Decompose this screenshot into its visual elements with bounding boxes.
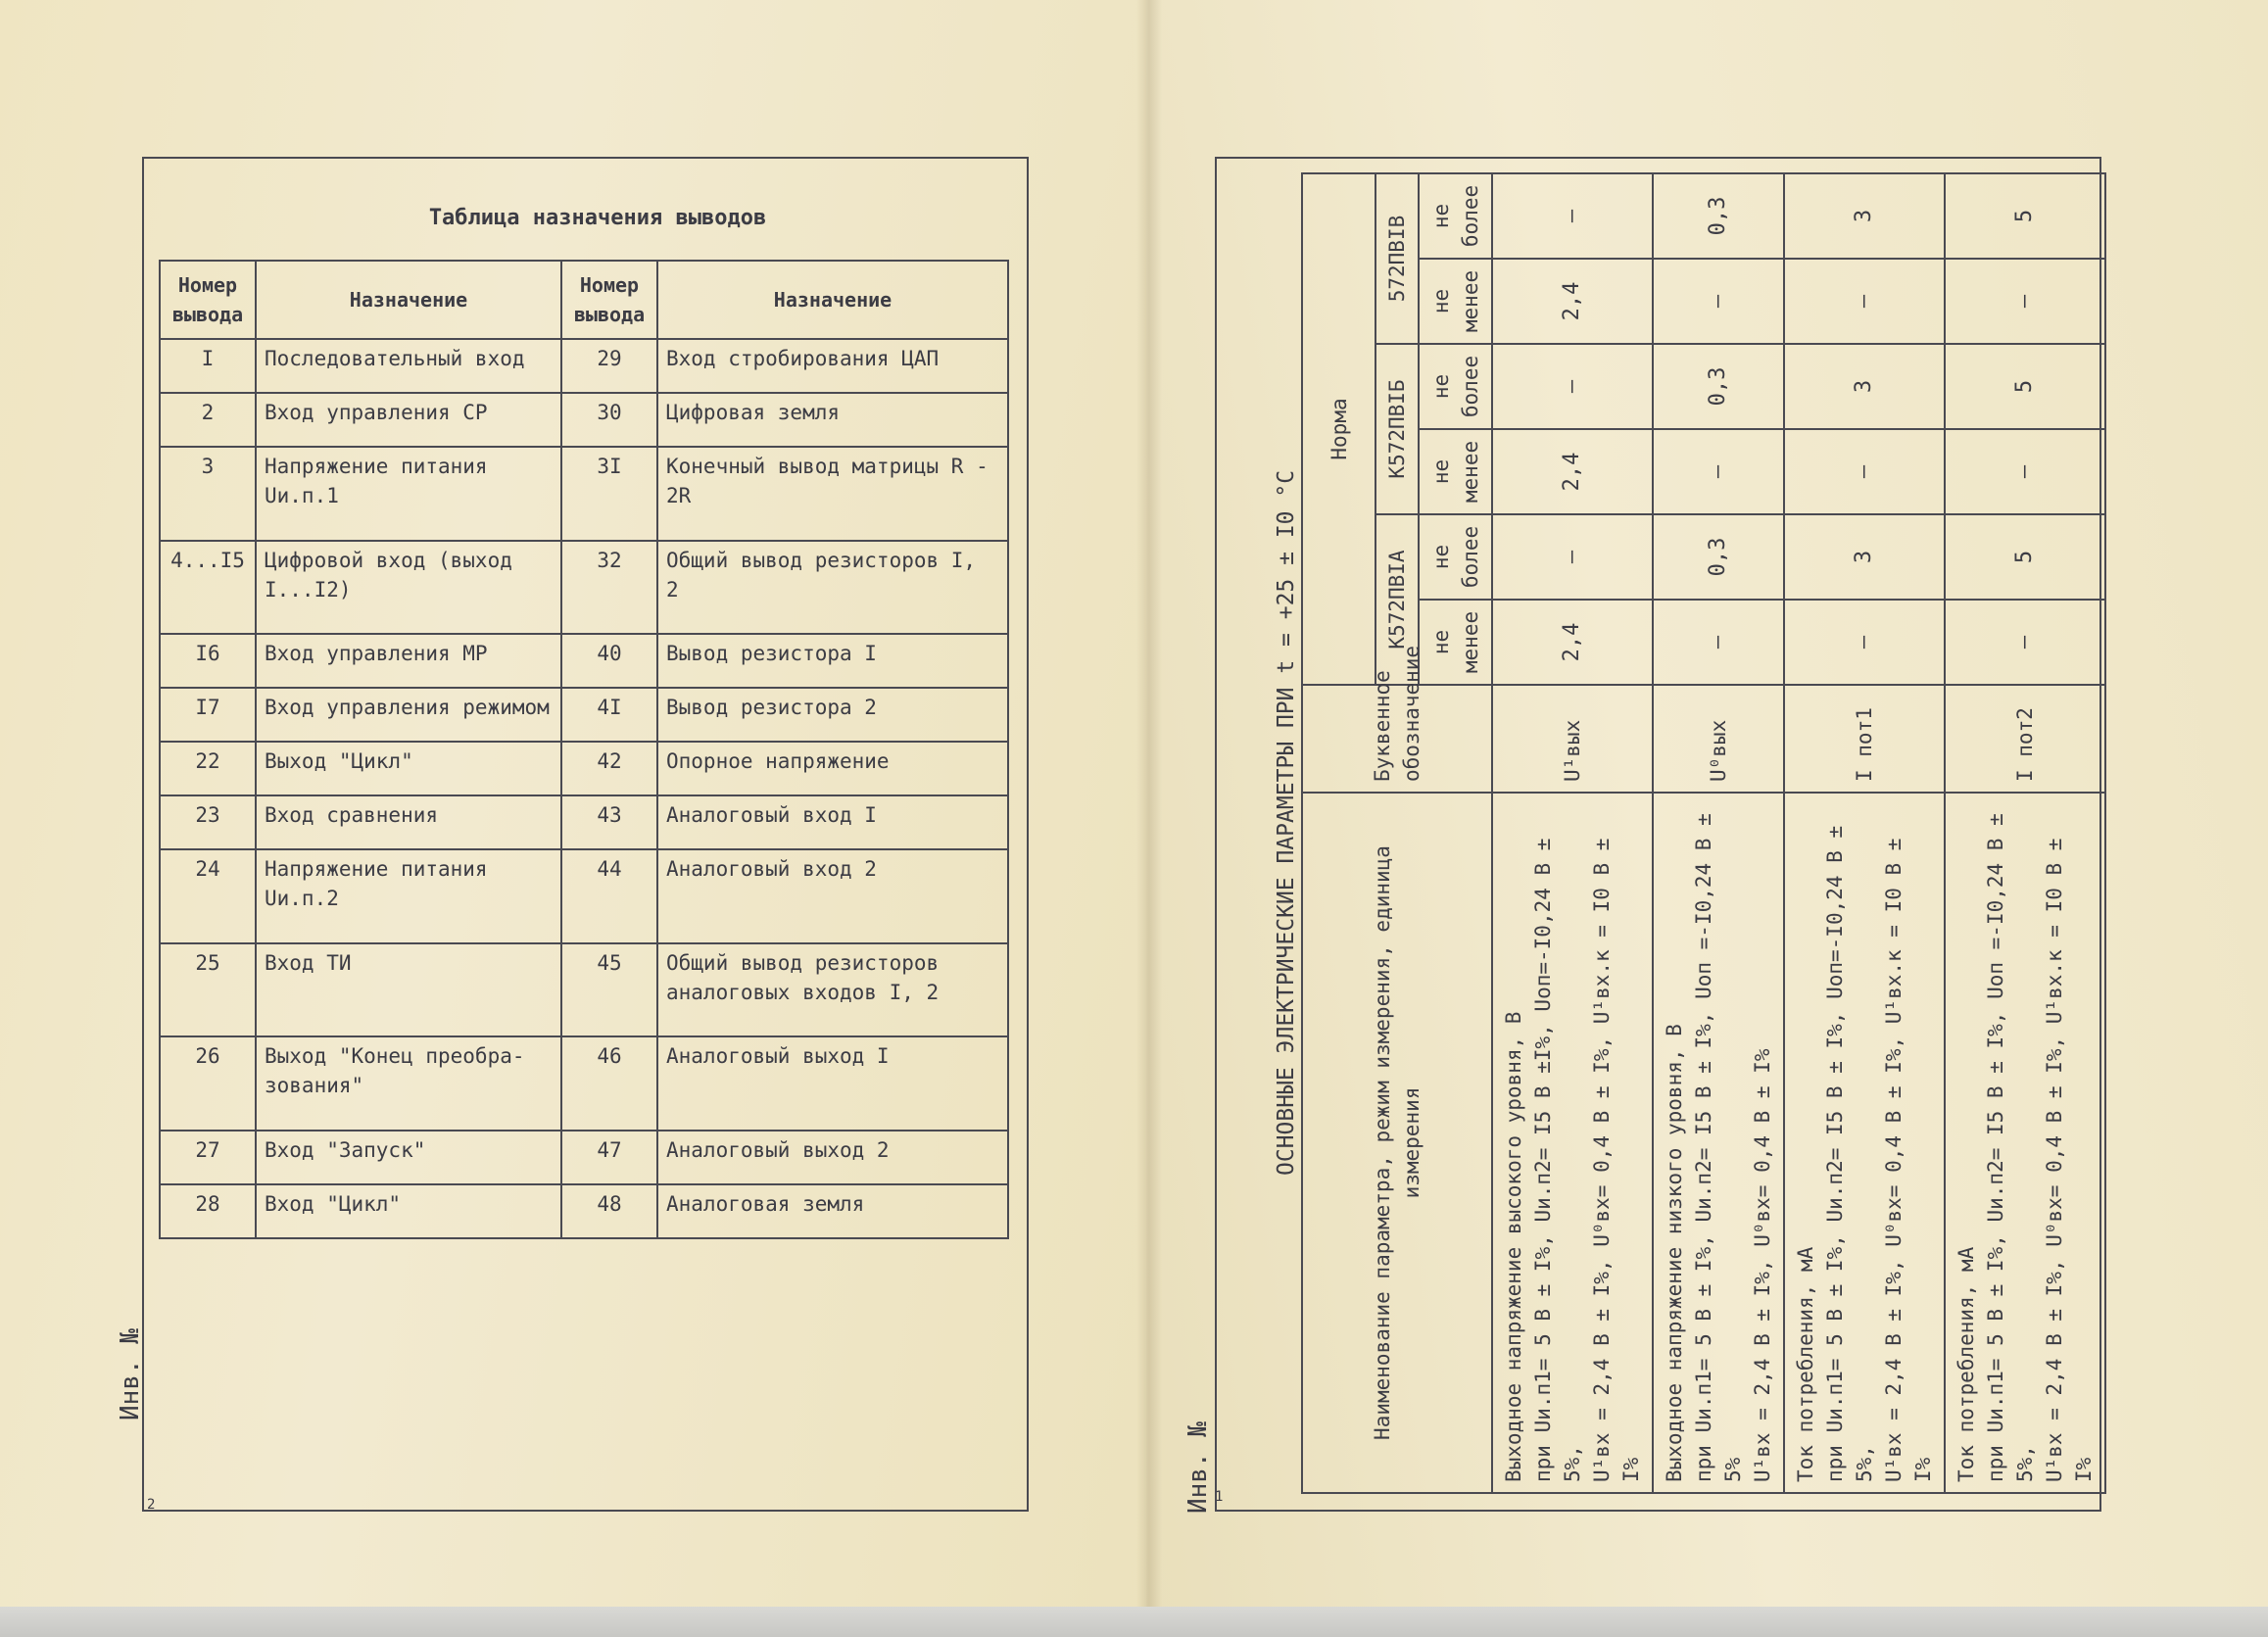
norm-value-cell: 2,4 bbox=[1492, 600, 1653, 685]
table-row bbox=[160, 795, 1008, 849]
purpose-cell: Аналоговый выход I bbox=[657, 1036, 1008, 1131]
param-cond1: при Uи.п1= 5 В ± I%, Uи.п2= I5 В ±I%, Uоп=-I0,24 В ± 5%, bbox=[1531, 838, 1584, 1482]
pin-number-cell: 48 bbox=[561, 1184, 657, 1238]
param-name: Ток потребления, мА bbox=[1954, 1246, 1978, 1482]
norm-value-cell: – bbox=[1492, 344, 1653, 429]
param-symbol-cell: I пот2 bbox=[1945, 685, 2105, 793]
norm-value-cell: 3 bbox=[1784, 344, 1945, 429]
pin-number-cell: 3 bbox=[160, 447, 256, 541]
header-norm: Норма bbox=[1302, 173, 1375, 685]
pin-number-cell: 2 bbox=[160, 393, 256, 447]
param-name: Выходное напряжение низкого уровня, В bbox=[1663, 1024, 1686, 1482]
purpose-cell: Цифровая земля bbox=[657, 393, 1008, 447]
table-row bbox=[160, 634, 1008, 688]
pin-number-cell: I6 bbox=[160, 634, 256, 688]
header-type-a: К572ПВIА bbox=[1375, 514, 1419, 685]
purpose-cell: Вход "Цикл" bbox=[256, 1184, 561, 1238]
table-row bbox=[160, 1184, 1008, 1238]
norm-value-cell: – bbox=[1653, 259, 1784, 344]
header-symbol: Буквенное обозначение bbox=[1302, 685, 1492, 793]
header-max: не более bbox=[1419, 344, 1492, 429]
norm-value-cell: 0,3 bbox=[1653, 514, 1784, 600]
pin-number-cell: 44 bbox=[561, 849, 657, 943]
purpose-cell: Аналоговый вход 2 bbox=[657, 849, 1008, 943]
purpose-cell: Вход ТИ bbox=[256, 943, 561, 1037]
table-row bbox=[160, 393, 1008, 447]
norm-value-cell: 3 bbox=[1784, 514, 1945, 600]
pin-number-cell: 28 bbox=[160, 1184, 256, 1238]
table-row bbox=[160, 1131, 1008, 1184]
pin-number-cell: 43 bbox=[561, 795, 657, 849]
norm-value-cell: 5 bbox=[1945, 173, 2105, 259]
param-cond1: при Uи.п1= 5 В ± I%, Uи.п2= I5 В ± I%, Uоп=-I0,24 В ± 5%, bbox=[1823, 825, 1876, 1482]
norm-value-cell: 3 bbox=[1784, 173, 1945, 259]
param-cond2: U¹вх = 2,4 В ± I%, U⁰вх= 0,4 В ± I%, U¹вх.к = I0 В ± I% bbox=[2043, 838, 2096, 1482]
purpose-cell: Общий вывод резисторов I, 2 bbox=[657, 541, 1008, 635]
norm-value-cell: – bbox=[1945, 600, 2105, 685]
inventory-number-label-right: Инв. № bbox=[1183, 1421, 1213, 1514]
purpose-cell: Аналоговая земля bbox=[657, 1184, 1008, 1238]
norm-value-cell: – bbox=[1784, 259, 1945, 344]
norm-value-cell: 5 bbox=[1945, 514, 2105, 600]
pin-number-cell: 3I bbox=[561, 447, 657, 541]
page-fold bbox=[1136, 0, 1162, 1607]
norm-value-cell: – bbox=[1784, 429, 1945, 514]
pin-number-cell: 42 bbox=[561, 742, 657, 795]
purpose-cell: Вход управления режимом bbox=[256, 688, 561, 742]
param-symbol-cell: U¹вых bbox=[1492, 685, 1653, 793]
pin-number-cell: 40 bbox=[561, 634, 657, 688]
param-name: Ток потребления, мА bbox=[1794, 1246, 1817, 1482]
param-name-cell bbox=[1653, 793, 1784, 1493]
purpose-cell: Вывод резистора 2 bbox=[657, 688, 1008, 742]
inventory-number-label-left: Инв. № bbox=[116, 1328, 145, 1420]
norm-value-cell: 0,3 bbox=[1653, 344, 1784, 429]
norm-value-cell: – bbox=[1945, 259, 2105, 344]
param-row bbox=[1653, 173, 1784, 1493]
purpose-cell: Вход управления МР bbox=[256, 634, 561, 688]
purpose-cell: Вход "Запуск" bbox=[256, 1131, 561, 1184]
purpose-cell: Вывод резистора I bbox=[657, 634, 1008, 688]
param-name: Выходное напряжение высокого уровня, В bbox=[1502, 1011, 1525, 1482]
param-symbol-cell: I пот1 bbox=[1784, 685, 1945, 793]
table-row bbox=[160, 742, 1008, 795]
pin-number-cell: 23 bbox=[160, 795, 256, 849]
param-row bbox=[1784, 173, 1945, 1493]
param-cond2: U¹вх = 2,4 В ± I%, U⁰вх= 0,4 В ± I% bbox=[1751, 1048, 1774, 1482]
pin-number-cell: 25 bbox=[160, 943, 256, 1037]
purpose-cell: Цифровой вход (выход I...I2) bbox=[256, 541, 561, 635]
page-number-left: 2 bbox=[147, 1497, 156, 1513]
param-name-cell bbox=[1784, 793, 1945, 1493]
pin-number-cell: 32 bbox=[561, 541, 657, 635]
purpose-cell: Вход сравнения bbox=[256, 795, 561, 849]
pin-number-cell: 29 bbox=[561, 339, 657, 393]
purpose-cell: Выход "Цикл" bbox=[256, 742, 561, 795]
pin-number-cell: 22 bbox=[160, 742, 256, 795]
pin-number-cell: 4...I5 bbox=[160, 541, 256, 635]
pin-number-cell: 46 bbox=[561, 1036, 657, 1131]
param-cond2: U¹вх = 2,4 В ± I%, U⁰вх= 0,4 В ± I%, U¹вх.к = I0 В ± I% bbox=[1882, 838, 1935, 1482]
header-pin-number: Номер вывода bbox=[561, 261, 657, 339]
norm-value-cell: – bbox=[1653, 600, 1784, 685]
norm-value-cell: – bbox=[1784, 600, 1945, 685]
table-row bbox=[160, 541, 1008, 635]
header-purpose: Назначение bbox=[657, 261, 1008, 339]
table-row bbox=[160, 943, 1008, 1037]
pin-number-cell: I7 bbox=[160, 688, 256, 742]
norm-value-cell: 2,4 bbox=[1492, 429, 1653, 514]
purpose-cell: Выход "Конец преобра-зования" bbox=[256, 1036, 561, 1131]
param-row bbox=[1945, 173, 2105, 1493]
pin-number-cell: 30 bbox=[561, 393, 657, 447]
pin-number-cell: 47 bbox=[561, 1131, 657, 1184]
pin-table-title: Таблица назначения выводов bbox=[428, 206, 767, 230]
norm-value-cell: – bbox=[1492, 173, 1653, 259]
norm-value-cell: 5 bbox=[1945, 344, 2105, 429]
purpose-cell: Напряжение питания Uи.п.1 bbox=[256, 447, 561, 541]
table-row bbox=[160, 447, 1008, 541]
param-symbol-cell: U⁰вых bbox=[1653, 685, 1784, 793]
pin-number-cell: 27 bbox=[160, 1131, 256, 1184]
header-type-b: К572ПВIБ bbox=[1375, 344, 1419, 514]
param-cond1: при Uи.п1= 5 В ± I%, Uи.п2= I5 В ± I%, Uоп =-I0,24 В ± 5%, bbox=[1984, 813, 2037, 1482]
header-pin-number: Номер вывода bbox=[160, 261, 256, 339]
header-type-c: 572ПВIВ bbox=[1375, 173, 1419, 344]
params-table-rotated bbox=[1301, 176, 2096, 1494]
param-name-cell bbox=[1945, 793, 2105, 1493]
pin-number-cell: 26 bbox=[160, 1036, 256, 1131]
header-max: не более bbox=[1419, 173, 1492, 259]
table-row bbox=[160, 688, 1008, 742]
norm-value-cell: – bbox=[1492, 514, 1653, 600]
norm-value-cell: – bbox=[1653, 429, 1784, 514]
table-row bbox=[160, 849, 1008, 943]
params-title: ОСНОВНЫЕ ЭЛЕКТРИЧЕСКИЕ ПАРАМЕТРЫ ПРИ t = +25 ± I0 °С bbox=[1274, 469, 1299, 1176]
table-row bbox=[160, 339, 1008, 393]
pin-number-cell: I bbox=[160, 339, 256, 393]
pin-number-cell: 24 bbox=[160, 849, 256, 943]
header-min: не менее bbox=[1419, 600, 1492, 685]
page-number-right: 1 bbox=[1215, 1489, 1224, 1505]
table-row bbox=[160, 1036, 1008, 1131]
header-max: не более bbox=[1419, 514, 1492, 600]
pin-number-cell: 4I bbox=[561, 688, 657, 742]
param-cond1: при Uи.п1= 5 В ± I%, Uи.п2= I5 В ± I%, Uоп =-I0,24 В ± 5% bbox=[1692, 813, 1745, 1482]
scanner-bottom-strip bbox=[0, 1607, 2268, 1637]
param-name-cell bbox=[1492, 793, 1653, 1493]
purpose-cell: Опорное напряжение bbox=[657, 742, 1008, 795]
header-param-name: Наименование параметра, режим измерения, единица измерения bbox=[1302, 793, 1492, 1493]
purpose-cell: Конечный вывод матрицы R - 2R bbox=[657, 447, 1008, 541]
norm-value-cell: – bbox=[1945, 429, 2105, 514]
purpose-cell: Аналоговый вход I bbox=[657, 795, 1008, 849]
purpose-cell: Вход стробирования ЦАП bbox=[657, 339, 1008, 393]
norm-value-cell: 0,3 bbox=[1653, 173, 1784, 259]
purpose-cell: Напряжение питания Uи.п.2 bbox=[256, 849, 561, 943]
param-cond2: U¹вх = 2,4 В ± I%, U⁰вх= 0,4 В ± I%, U¹вх.к = I0 В ± I% bbox=[1590, 838, 1643, 1482]
header-purpose: Назначение bbox=[256, 261, 561, 339]
param-row bbox=[1492, 173, 1653, 1493]
electrical-params-table bbox=[1301, 172, 2106, 1494]
pin-number-cell: 45 bbox=[561, 943, 657, 1037]
pin-assignment-table bbox=[159, 260, 1009, 1239]
header-min: не менее bbox=[1419, 259, 1492, 344]
purpose-cell: Последовательный вход bbox=[256, 339, 561, 393]
purpose-cell: Аналоговый выход 2 bbox=[657, 1131, 1008, 1184]
purpose-cell: Вход управления СР bbox=[256, 393, 561, 447]
header-min: не менее bbox=[1419, 429, 1492, 514]
purpose-cell: Общий вывод резисторов аналоговых входов I, 2 bbox=[657, 943, 1008, 1037]
norm-value-cell: 2,4 bbox=[1492, 259, 1653, 344]
